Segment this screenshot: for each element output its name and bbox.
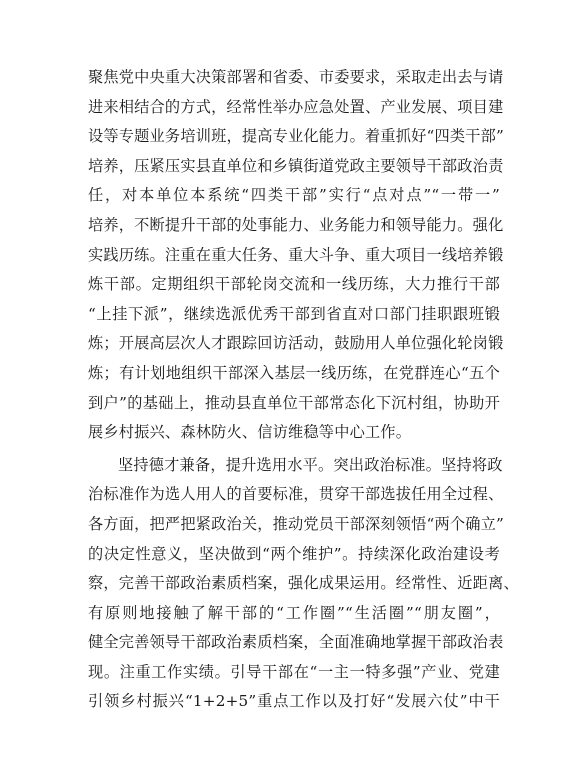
text-line: 炼；开展高层次人才跟踪回访活动，鼓励用人单位强化轮岗锻 [88, 334, 504, 353]
text-line: 炼干部。定期组织干部轮岗交流和一线历练，大力推行干部 [88, 275, 500, 294]
text-line: 炼；有计划地组织干部深入基层一线历练，在党群连心“五个 [88, 363, 500, 382]
text-line: 各方面，把严把紧政治关，推动党员干部深刻领悟“两个确立” [88, 514, 505, 533]
text-line: 察，完善干部政治素质档案，强化成果运用。经常性、近距离、 [88, 574, 519, 593]
text-line: 坚持德才兼备，提升选用水平。突出政治标准。坚持将政 [118, 455, 503, 474]
text-line: 培养，压紧压实县直单位和乡镇街道党政主要领导干部政治责 [88, 156, 504, 175]
text-line: 引领乡村振兴“1+2+5”重点工作以及打好“发展六仗”中干 [88, 692, 500, 711]
text-line: 任，对本单位本系统“四类干部”实行“点对点”“一带一” [88, 186, 500, 205]
text-line: 培养，不断提升干部的处事能力、业务能力和领导能力。强化 [88, 215, 504, 234]
text-line: 设等专题业务培训班，提高专业化能力。着重抓好“四类干部” [88, 127, 505, 146]
text-line: 的决定性意义，坚决做到“两个维护”。持续深化政治建设考 [88, 544, 500, 563]
text-line: 健全完善领导干部政治素质档案，全面准确地掌握干部政治表 [88, 633, 504, 652]
text-line: 实践历练。注重在重大任务、重大斗争、重大项目一线培养锻 [88, 245, 504, 264]
text-line: 展乡村振兴、森林防火、信访维稳等中心工作。 [88, 423, 412, 442]
paragraph-2 [88, 451, 519, 717]
text-line: 有原则地接触了解干部的“工作圈”“生活圈”“朋友圈”， [88, 603, 500, 622]
text-line: 治标准作为选人用人的首要标准，贯穿干部选拔任用全过程、 [88, 485, 504, 504]
document-body [88, 63, 519, 717]
text-line: 到户”的基础上，推动县直单位干部常态化下沉村组，协助开 [88, 393, 500, 412]
text-line: “上挂下派”，继续选派优秀干部到省直对口部门挂职跟班锻 [88, 304, 500, 323]
paragraph-1 [88, 63, 505, 448]
text-line: 现。注重工作实绩。引导干部在“一主一特多强”产业、党建 [88, 662, 500, 681]
text-line: 进来相结合的方式，经常性举办应急处置、产业发展、项目建 [88, 97, 504, 116]
text-line: 聚焦党中央重大决策部署和省委、市委要求，采取走出去与请 [88, 68, 504, 86]
